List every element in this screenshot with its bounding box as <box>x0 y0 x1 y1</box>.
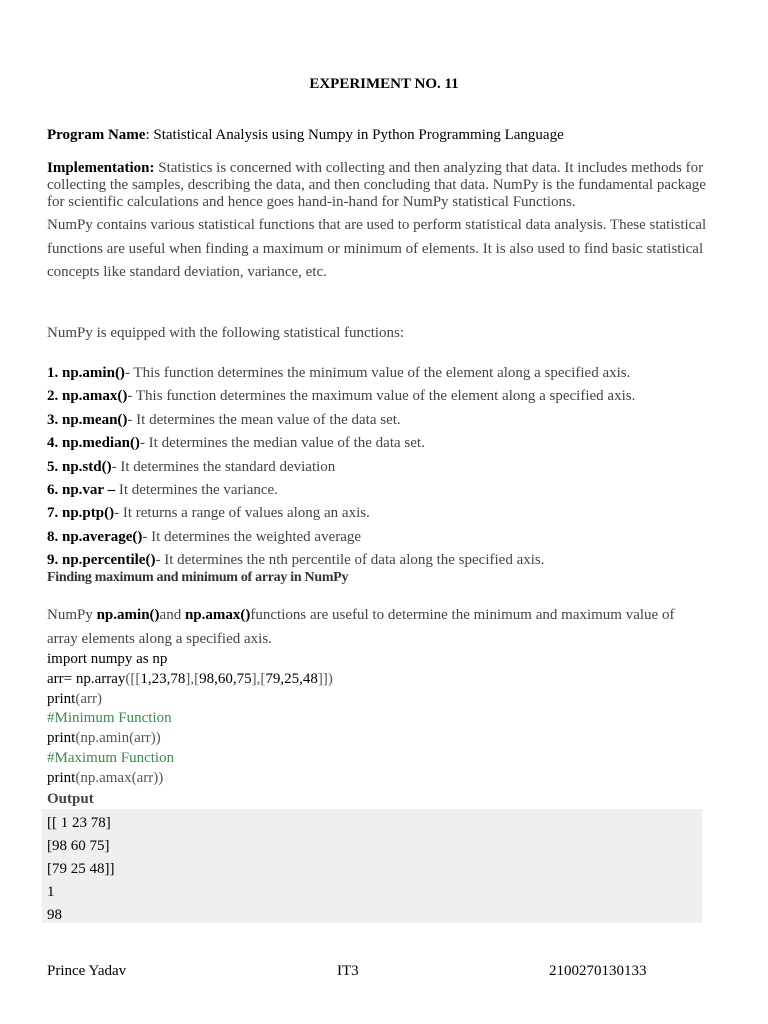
footer-student-name: Prince Yadav <box>47 963 127 979</box>
implementation-text: Statistics is concerned with collecting and then analyzing that data. It includes methods for collecting the samples, describing the data, and then concluding that data. NumPy is the fundamental package for scientific calculations and hence goes hand-in-hand for NumPy statistical Functions. <box>47 160 706 210</box>
list-item <box>47 549 727 572</box>
text-span: and <box>159 607 185 623</box>
functions-list <box>47 362 727 573</box>
function-desc: - This function determines the minimum value of the element along a specified axis. <box>124 365 631 381</box>
program-name-label: Program Name <box>47 127 146 143</box>
output-line: 1 <box>47 884 55 900</box>
code-line <box>47 769 333 789</box>
list-item <box>47 479 727 502</box>
list-item <box>47 526 727 549</box>
amin-term: np.amin() <box>96 607 160 623</box>
function-name: 6. np.var – <box>47 481 116 498</box>
code-block <box>47 650 333 789</box>
implementation-label: Implementation: <box>47 160 155 176</box>
footer-class: IT3 <box>337 963 359 979</box>
amin-amax-paragraph <box>47 604 707 651</box>
function-desc: - This function determines the maximum value of the element along a specified axis. <box>127 388 636 405</box>
code-comment: #Maximum Function <box>47 749 175 766</box>
code-token: (np.amin <box>75 730 130 747</box>
list-item <box>47 385 727 408</box>
code-token: (np.amax <box>75 769 132 786</box>
list-item <box>47 409 727 432</box>
code-token: 1,23,78 <box>140 670 186 687</box>
function-desc: It determines the variance. <box>115 481 278 498</box>
function-name: 8. np.average() <box>47 528 143 545</box>
code-token: (arr)) <box>131 769 164 786</box>
function-name: 3. np.mean() <box>47 411 128 428</box>
code-token: print <box>47 730 76 747</box>
text-span: NumPy <box>47 607 97 623</box>
output-label: Output <box>47 791 94 807</box>
function-desc: - It determines the nth percentile of data along the specified axis. <box>155 552 545 569</box>
function-name: 5. np.std() <box>47 458 112 475</box>
code-token: (arr) <box>75 690 102 707</box>
output-line: 98 <box>47 907 62 923</box>
function-desc: - It returns a range of values along an axis. <box>114 505 370 522</box>
function-name: 9. np.percentile() <box>47 552 156 569</box>
section-subheading: Finding maximum and minimum of array in NumPy <box>47 570 349 585</box>
footer-roll-number: 2100270130133 <box>549 963 647 979</box>
implementation-paragraph <box>47 160 707 211</box>
code-token: ],[ <box>185 670 200 687</box>
list-item <box>47 362 727 385</box>
code-token: ],[ <box>251 670 266 687</box>
output-lines <box>47 812 115 927</box>
experiment-title: EXPERIMENT NO. 11 <box>309 76 459 92</box>
code-token: arr= np.array <box>47 670 126 687</box>
code-comment: #Minimum Function <box>47 710 172 727</box>
code-line <box>47 690 333 710</box>
code-token: ([[ <box>125 670 141 687</box>
list-item <box>47 456 727 479</box>
amax-term: np.amax() <box>184 607 251 623</box>
function-name: 7. np.ptp() <box>47 505 115 522</box>
function-name: 1. np.amin() <box>47 365 125 381</box>
code-line: import numpy as np <box>47 651 168 667</box>
statistical-functions-paragraph: NumPy contains various statistical functions that are used to perform statistical data analysis. These statistical functions are useful when finding a maximum or minimum of elements. It is also used to find basic statistical concepts like standard deviation, variance, etc. <box>47 217 707 280</box>
function-desc: - It determines the weighted average <box>142 528 362 545</box>
output-line: [79 25 48]] <box>47 861 115 877</box>
output-box <box>42 809 702 923</box>
text-span: functions are useful to determine the minimum and maximum value of array elements along a specified axis. <box>47 607 675 647</box>
code-token: 79,25,48 <box>265 670 318 687</box>
function-desc: - It determines the standard deviation <box>111 458 336 475</box>
function-name: 2. np.amax() <box>47 388 128 405</box>
program-name-line <box>47 127 564 144</box>
functions-intro: NumPy is equipped with the following statistical functions: <box>47 325 405 341</box>
code-token: ]]) <box>317 670 333 687</box>
code-token: 98,60,75 <box>199 670 252 687</box>
code-token: (arr)) <box>129 730 161 747</box>
function-desc: - It determines the median value of the data set. <box>139 435 425 452</box>
program-name-text: : Statistical Analysis using Numpy in Python Programming Language <box>145 127 564 143</box>
function-name: 4. np.median() <box>47 435 140 452</box>
code-token: print <box>47 769 76 786</box>
code-token: print <box>47 690 76 707</box>
list-item <box>47 502 727 525</box>
function-desc: - It determines the mean value of the data set. <box>127 411 401 428</box>
list-item <box>47 432 727 455</box>
code-line <box>47 729 333 749</box>
code-line <box>47 670 333 690</box>
output-line: [98 60 75] <box>47 838 110 854</box>
output-line: [[ 1 23 78] <box>47 815 111 831</box>
